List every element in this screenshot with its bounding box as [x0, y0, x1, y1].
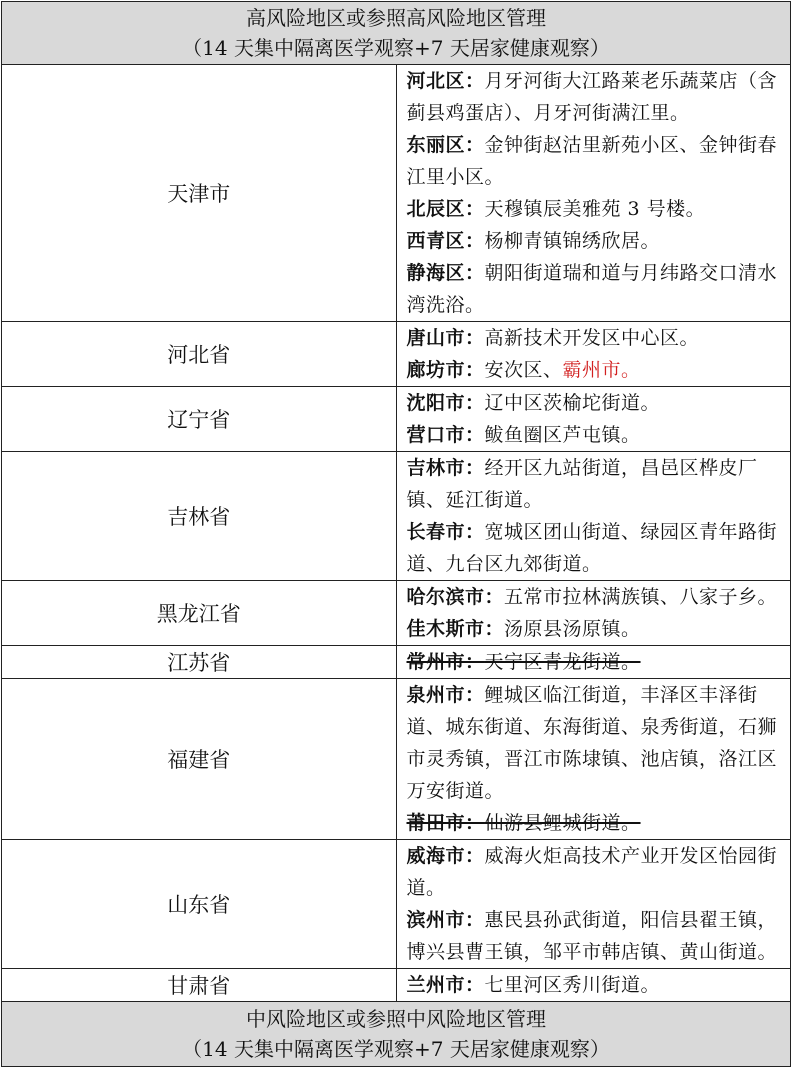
area-entry [407, 129, 787, 193]
area-entry-removed [407, 646, 787, 678]
city-label: 西青区： [406, 230, 485, 252]
area-entry [407, 613, 787, 645]
city-label: 兰州市： [406, 974, 485, 996]
province-name: 辽宁省 [2, 387, 397, 452]
city-label: 威海市： [406, 845, 485, 867]
area-text: 五常市拉林满族镇、八家子乡。 [504, 586, 778, 608]
city-label: 莆田市： [406, 812, 485, 834]
area-list [396, 969, 791, 1002]
area-text: 鲤城区临江街道，丰泽区丰泽街道、城东街道、东海街道、泉秀街道，石狮市灵秀镇，晋江市陈埭镇、池店镇，洛江区万安街道。 [406, 684, 778, 802]
area-list [396, 452, 791, 581]
area-list [396, 387, 791, 452]
city-label: 静海区： [406, 262, 485, 284]
highlighted-area-text: 霸州市。 [562, 359, 641, 381]
city-label: 唐山市： [406, 327, 485, 349]
area-list [396, 322, 791, 387]
area-text: 鲅鱼圈区芦屯镇。 [484, 424, 641, 446]
medium-risk-header [2, 1002, 791, 1067]
area-list [396, 679, 791, 840]
area-entry [407, 516, 787, 580]
province-row [2, 387, 791, 452]
province-row [2, 452, 791, 581]
area-entry [407, 452, 787, 516]
province-row [2, 969, 791, 1002]
province-name: 福建省 [2, 679, 397, 840]
city-label: 东丽区： [406, 134, 485, 156]
city-label: 吉林市： [406, 457, 485, 479]
city-label: 营口市： [406, 424, 485, 446]
province-name: 江苏省 [2, 646, 397, 679]
area-text: 高新技术开发区中心区。 [484, 327, 700, 349]
city-label: 哈尔滨市： [406, 586, 505, 608]
area-list [396, 65, 791, 322]
area-entry [407, 193, 787, 225]
city-label: 泉州市： [406, 684, 485, 706]
city-label: 常州市： [406, 651, 485, 673]
city-label: 廊坊市： [406, 359, 485, 381]
medium-risk-subtitle: （14 天集中隔离医学观察+7 天居家健康观察） [182, 1037, 610, 1061]
province-row [2, 581, 791, 646]
province-row [2, 840, 791, 969]
province-name: 吉林省 [2, 452, 397, 581]
province-name: 山东省 [2, 840, 397, 969]
city-label: 滨州市： [406, 909, 485, 931]
area-text: 汤原县汤原镇。 [504, 618, 641, 640]
area-entry [407, 225, 787, 257]
area-entry [407, 840, 787, 904]
area-text: 仙游县鲤城街道。 [484, 812, 641, 834]
area-entry [407, 257, 787, 321]
risk-area-table [1, 1, 791, 1067]
area-entry [407, 354, 787, 386]
area-text: 杨柳青镇锦绣欣居。 [484, 230, 661, 252]
city-label: 北辰区： [406, 198, 485, 220]
area-text: 威海火炬高技术产业开发区怡园街道。 [406, 845, 778, 899]
area-list [396, 646, 791, 679]
area-entry [407, 969, 787, 1001]
province-row [2, 646, 791, 679]
province-name: 甘肃省 [2, 969, 397, 1002]
area-text: 宽城区团山街道、绿园区青年路街道、九台区九郊街道。 [406, 521, 778, 575]
high-risk-title: 高风险地区或参照高风险地区管理 [246, 6, 546, 30]
province-name: 黑龙江省 [2, 581, 397, 646]
area-text: 天穆镇辰美雅苑 3 号楼。 [484, 198, 706, 220]
city-label: 河北区： [406, 70, 485, 92]
province-row [2, 65, 791, 322]
area-entry [407, 65, 787, 129]
city-label: 长春市： [406, 521, 485, 543]
high-risk-subtitle: （14 天集中隔离医学观察+7 天居家健康观察） [182, 36, 610, 60]
province-name: 河北省 [2, 322, 397, 387]
area-list [396, 581, 791, 646]
province-row [2, 679, 791, 840]
area-list [396, 840, 791, 969]
city-label: 佳木斯市： [406, 618, 505, 640]
area-entry [407, 904, 787, 968]
high-risk-header-row [2, 2, 791, 65]
area-text: 安次区、 [484, 359, 563, 381]
medium-risk-title: 中风险地区或参照中风险地区管理 [246, 1007, 546, 1031]
area-text: 天宁区青龙街道。 [484, 651, 641, 673]
area-entry [407, 679, 787, 807]
area-entry [407, 581, 787, 613]
area-text: 金钟街赵沽里新苑小区、金钟街春江里小区。 [406, 134, 778, 188]
high-risk-header [2, 2, 791, 65]
area-entry [407, 322, 787, 354]
area-text: 经开区九站街道，昌邑区桦皮厂镇、延江街道。 [406, 457, 758, 511]
area-entry [407, 387, 787, 419]
area-text: 朝阳街道瑞和道与月纬路交口清水湾洗浴。 [406, 262, 778, 316]
area-text: 七里河区秀川街道。 [484, 974, 661, 996]
medium-risk-header-row [2, 1002, 791, 1067]
city-label: 沈阳市： [406, 392, 485, 414]
province-name: 天津市 [2, 65, 397, 322]
area-text: 惠民县孙武街道，阳信县翟王镇，博兴县曹王镇，邹平市韩店镇、黄山街道。 [406, 909, 778, 963]
area-text: 月牙河街大江路莱老乐蔬菜店（含蓟县鸡蛋店）、月牙河街满江里。 [406, 70, 778, 124]
area-entry-removed [407, 807, 787, 839]
province-row [2, 322, 791, 387]
area-entry [407, 419, 787, 451]
area-text: 辽中区茨榆坨街道。 [484, 392, 661, 414]
